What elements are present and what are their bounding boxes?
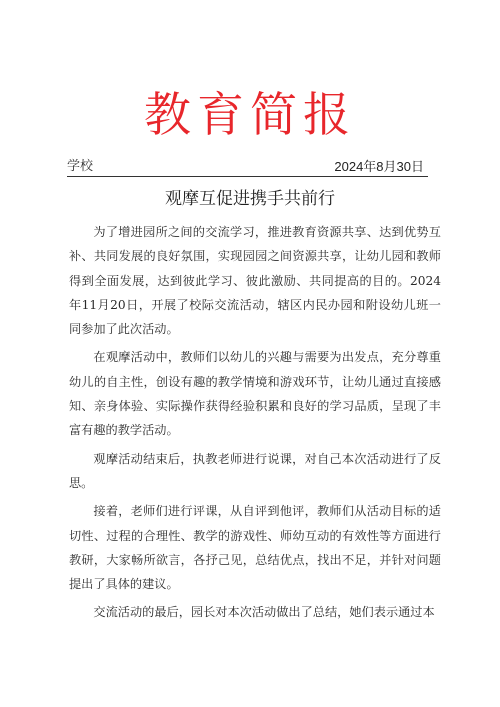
header-meta-row xyxy=(67,158,428,177)
paragraph-summary: 交流活动的最后，园长对本次活动做出了总结，她们表示通过本 xyxy=(93,605,435,620)
issue-date: 2024年8月30日 xyxy=(334,159,424,174)
school-label: 学校 xyxy=(67,159,94,174)
paragraph-evaluation: 接着，老师们进行评课，从自评到他评，教师们从活动目标的适切性、过程的合理性、教学的游戏性、师幼互动的有效性等方面进行教研，大家畅所欲言，各抒己见，总结优点，找出不足，并针对问题提出了具体的建议。 xyxy=(69,504,441,592)
paragraph-reflection: 观摩活动结束后，执教老师进行说课，对自己本次活动进行了反思。 xyxy=(69,451,441,490)
article-title: 观摩互促进携手共前行 xyxy=(165,189,335,209)
article-body xyxy=(69,220,441,629)
newsletter-masthead-title: 教育简报 xyxy=(144,88,356,143)
paragraph-observation: 在观摩活动中，教师们以幼儿的兴趣与需要为出发点，充分尊重幼儿的自主性，创设有趣的教学情境和游戏环节，让幼儿通过直接感知、亲身体验、实际操作获得经验积累和良好的学习品质，呈现了丰富有趣的教学活动。 xyxy=(69,350,441,438)
paragraph-intro: 为了增进园所之间的交流学习，推进教育资源共享、达到优势互补、共同发展的良好氛围，实现园园之间资源共享，让幼儿园和教师得到全面发展，达到彼此学习、彼此激励、共同提高的目的。2024年11月20日，开展了校际交流活动，辖区内民办园和附设幼儿班一同参加了此次活动。 xyxy=(69,225,441,337)
